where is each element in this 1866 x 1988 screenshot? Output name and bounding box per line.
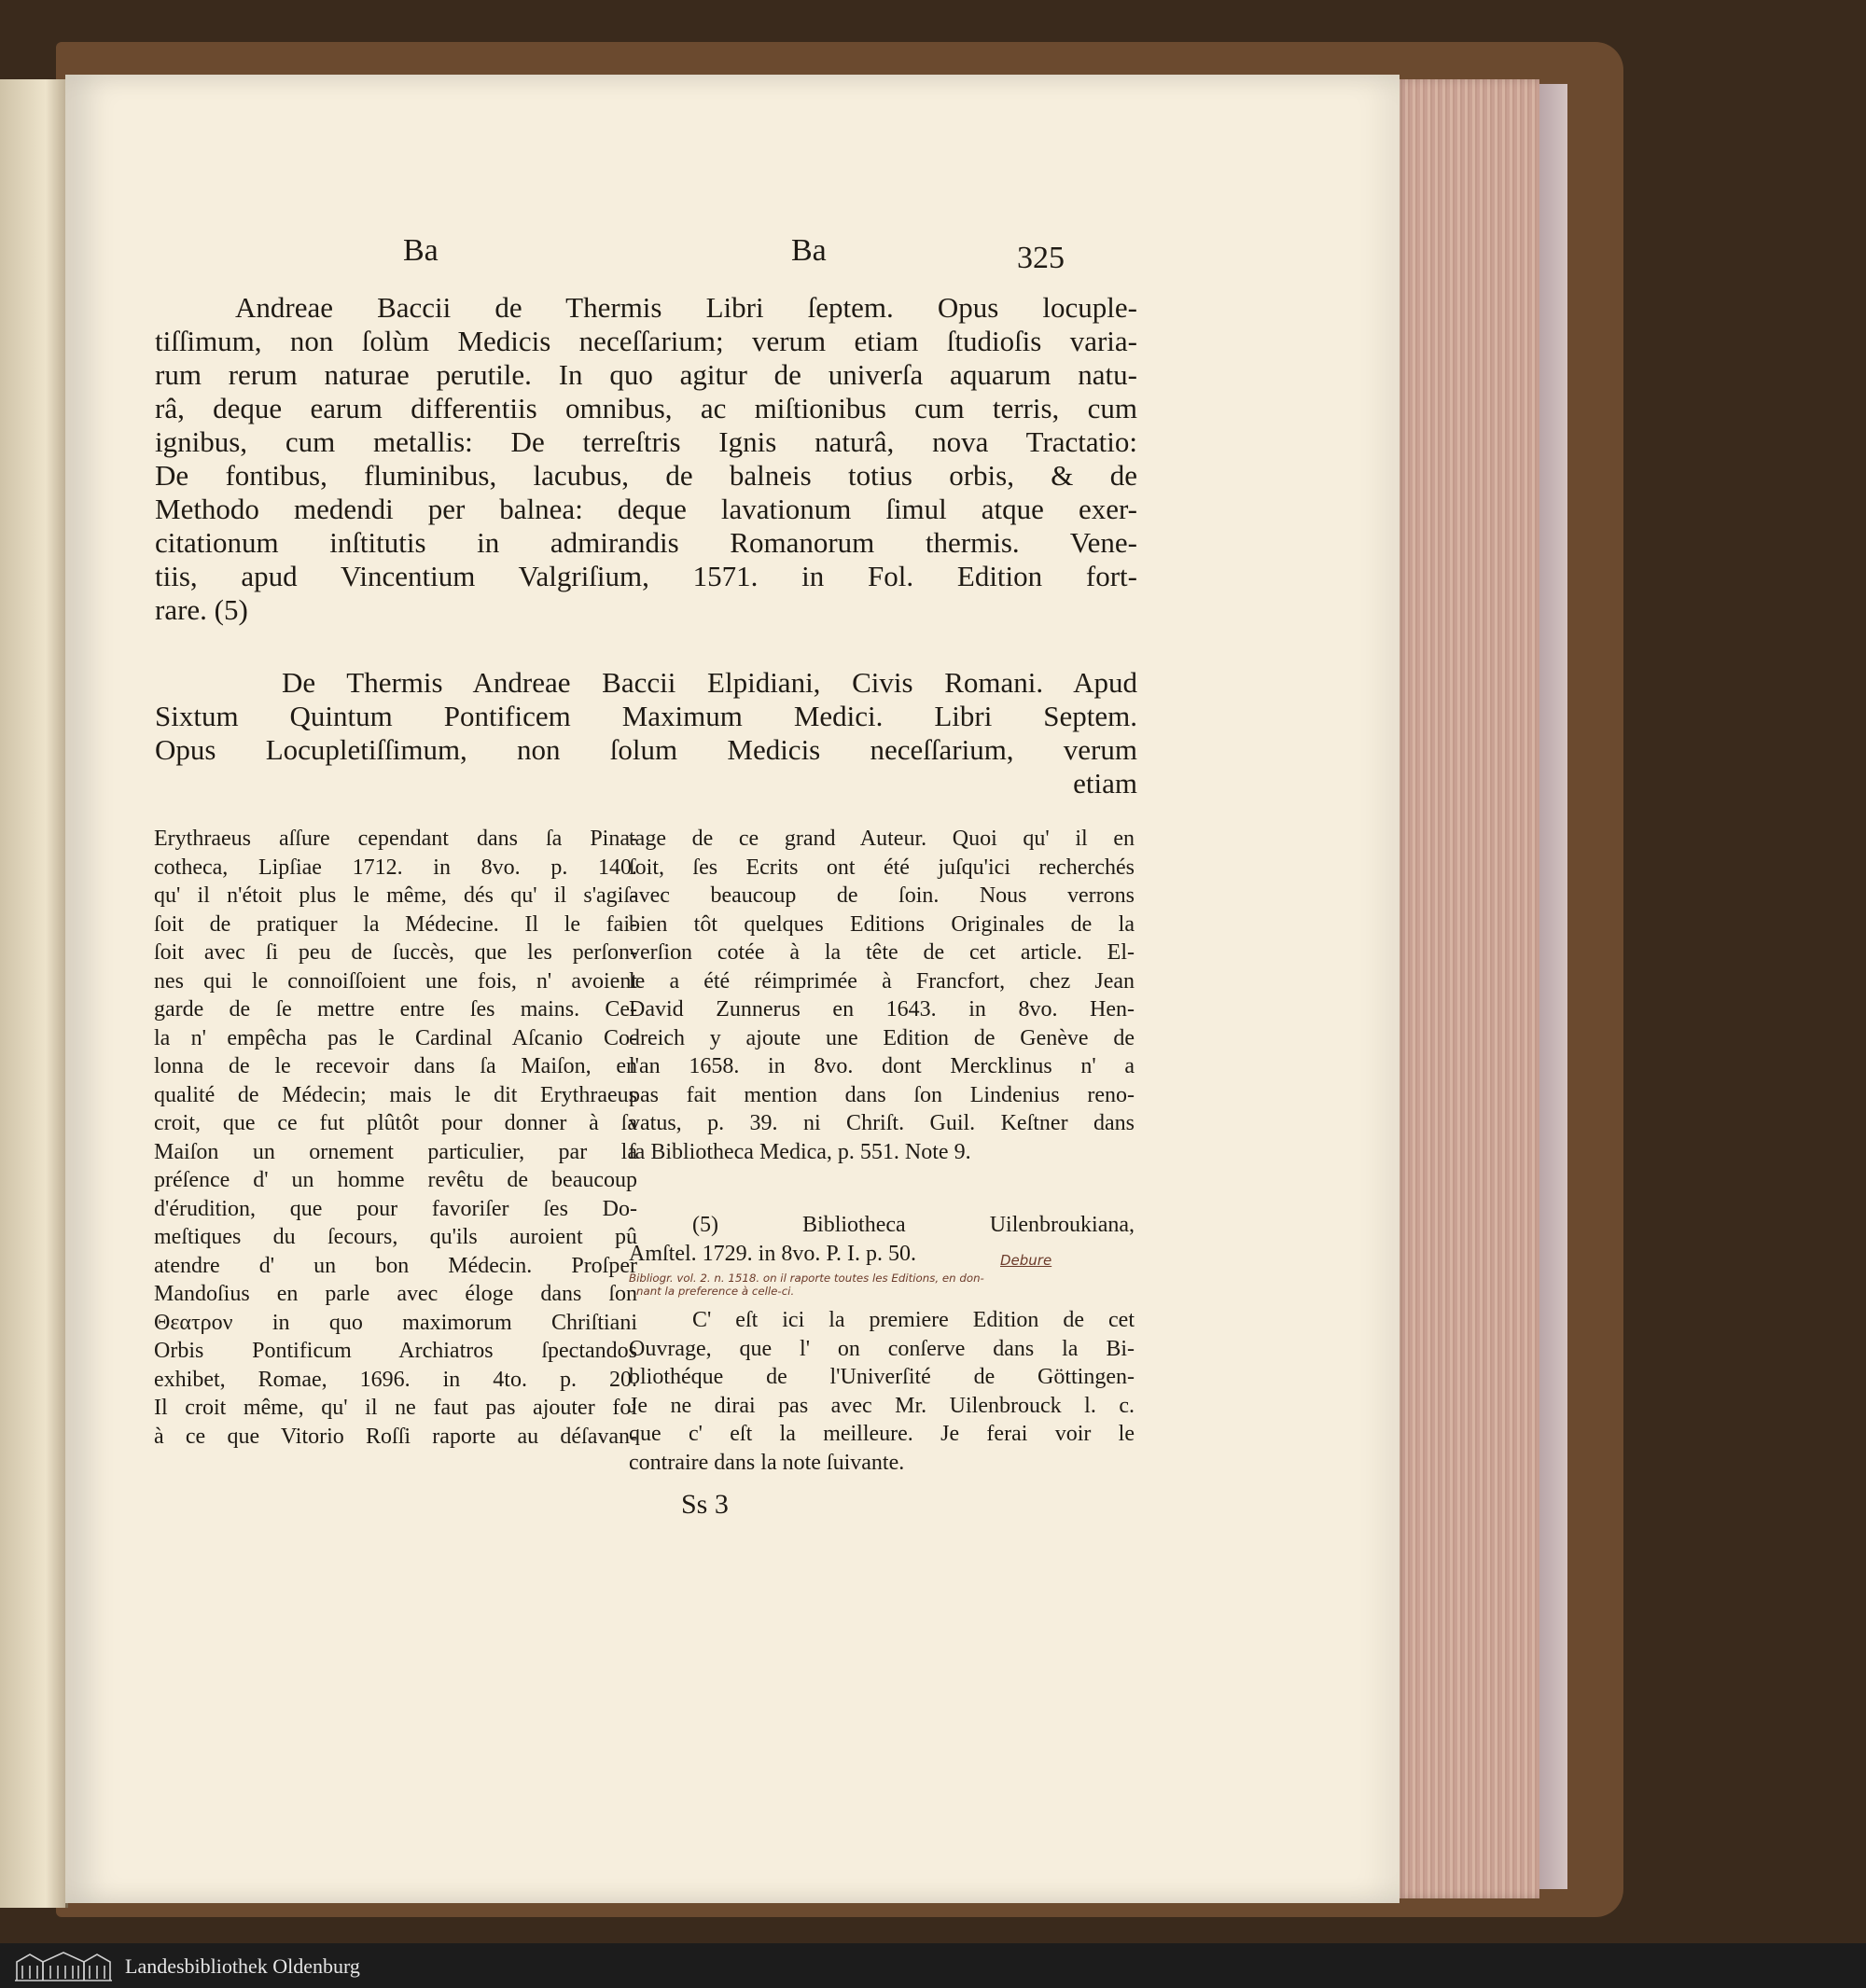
right-column-line: le a été réimprimée à Francfort, chez Jean <box>629 968 1135 994</box>
entry-1-line: râ, deque earum differentiis omnibus, ac miſtionibus cum terris, cum <box>155 392 1137 424</box>
left-column-line: nes qui le connoiſſoient une fois, n' avoient <box>154 968 637 994</box>
left-column-line: garde de ſe mettre entre ſes mains. Ce- <box>154 997 637 1022</box>
left-column-line: lonna de le recevoir dans ſa Maiſon, en <box>154 1054 637 1078</box>
right-column-2-line: bliothéque de l'Univerſité de Göttingen- <box>629 1365 1135 1389</box>
left-column-line: Il croit même, qu' il ne faut pas ajouter foi <box>154 1396 637 1420</box>
left-column <box>154 825 637 1451</box>
entry-1-line: De fontibus, fluminibus, lacubus, de balneis totius orbis, & de <box>155 459 1137 492</box>
left-column-line: la n' empêcha pas le Cardinal Aſcanio Co- <box>154 1025 637 1050</box>
footer-library-name: Landesbibliothek Oldenburg <box>125 1954 360 1978</box>
entry-1-line: tiis, apud Vincentium Valgriſium, 1571. in Fol. Edition fort- <box>155 560 1137 592</box>
entry-2-line: Opus Locupletiſſimum, non ſolum Medicis neceſſarium, verum <box>155 733 1137 766</box>
left-column-line: Maiſon un ornement particulier, par la <box>154 1139 637 1164</box>
left-column-line: d'érudition, que pour favoriſer ſes Do- <box>154 1196 637 1221</box>
entry-1-line: rum rerum naturae perutile. In quo agitur de univerſa aquarum natu- <box>155 358 1137 391</box>
entry-2 <box>155 666 1137 800</box>
left-column-line: ſoit de pratiquer la Médecine. Il le fai- <box>154 911 637 937</box>
entry-2-line: Sixtum Quintum Pontificem Maximum Medici. Libri Septem. <box>155 700 1137 732</box>
entry-1-line: rare. (5) <box>155 593 248 626</box>
right-column-line: l'an 1658. in 8vo. dont Mercklinus n' a <box>629 1054 1135 1078</box>
left-column-line: ſoit avec ſi peu de ſuccès, que les perſon- <box>154 940 637 965</box>
right-column-line: ſa Bibliotheca Medica, p. 551. Note 9. <box>629 1139 971 1164</box>
left-column-line: Θεατρον in quo maximorum Chriſtiani <box>154 1310 637 1335</box>
library-logo-icon <box>13 1949 114 1982</box>
right-column-2-line: Je ne dirai pas avec Mr. Uilenbrouck l. c. <box>629 1393 1135 1418</box>
right-column-line: vatus, p. 39. ni Chriſt. Guil. Keſtner dans <box>629 1111 1135 1135</box>
left-column-line: cotheca, Lipſiae 1712. in 8vo. p. 140. <box>154 855 637 880</box>
entry-1-line: Andreae Baccii de Thermis Libri ſeptem. Opus locuple- <box>235 291 1137 324</box>
left-column-line: Mandoſius en parle avec éloge dans ſon <box>154 1282 637 1306</box>
right-column-line: dreich y ajoute une Edition de Genève de <box>629 1025 1135 1050</box>
right-column-2-line: que c' eſt la meilleure. Je ferai voir le <box>629 1422 1135 1446</box>
handwritten-note-word: Debure <box>1000 1252 1052 1269</box>
handwritten-note-line: Bibliogr. vol. 2. n. 1518. on il raporte toutes les Editions, en don- <box>629 1272 984 1285</box>
right-column-2-line: contraire dans la note ſuivante. <box>629 1450 905 1475</box>
right-column <box>629 825 1135 1166</box>
left-column-line: qu' il n'étoit plus le même, dés qu' il s'agiſ- <box>154 883 637 908</box>
left-column-line: Erythraeus aſſure cependant dans ſa Pina- <box>154 827 637 851</box>
left-column-line: préſence d' un homme revêtu de beaucoup <box>154 1168 637 1192</box>
right-column-2 <box>629 1306 1135 1477</box>
entry-2-line: etiam <box>1073 767 1137 799</box>
left-column-line: à ce que Vitorio Roſſi raporte au déſavan- <box>154 1424 637 1449</box>
right-column-2-line: C' eſt ici la premiere Edition de cet <box>692 1308 1135 1332</box>
left-column-line: croit, que ce fut plûtôt pour donner à ſa <box>154 1111 637 1135</box>
right-column-line: avec beaucoup de ſoin. Nous verrons <box>629 883 1135 908</box>
left-column-line: exhibet, Romae, 1696. in 4to. p. 20. <box>154 1367 637 1392</box>
left-column-line: meſtiques du ſecours, qu'ils auroient pû <box>154 1225 637 1249</box>
left-column-line: atendre d' un bon Médecin. Proſper <box>154 1253 637 1278</box>
fore-edge-inner <box>1539 84 1567 1889</box>
entry-1-line: tiſſimum, non ſolùm Medicis neceſſarium; verum etiam ſtudioſis varia- <box>155 325 1137 357</box>
footnote-line: Amſtel. 1729. in 8vo. P. I. p. 50. <box>629 1241 917 1266</box>
entry-2-line: De Thermis Andreae Baccii Elpidiani, Civis Romani. Apud <box>282 666 1137 699</box>
right-column-line: bien tôt quelques Editions Originales de la <box>629 911 1135 937</box>
left-column-line: qualité de Médecin; mais le dit Erythraeus <box>154 1082 637 1107</box>
signature-mark: Ss 3 <box>681 1489 729 1520</box>
right-column-line: verſion cotée à la tête de cet article. El- <box>629 940 1135 965</box>
right-column-line: tage de ce grand Auteur. Quoi qu' il en <box>629 827 1135 851</box>
left-column-line: Orbis Pontificum Archiatros ſpectandos <box>154 1339 637 1363</box>
handwritten-note-line: nant la preference à celle-ci. <box>636 1285 795 1298</box>
right-column-2-line: Ouvrage, que l' on conſerve dans la Bi- <box>629 1336 1135 1361</box>
running-head-left: Ba <box>403 233 439 268</box>
entry-1-line: ignibus, cum metallis: De terreſtris Ignis naturâ, nova Tractatio: <box>155 425 1137 458</box>
right-column-line: pas fait mention dans ſon Lindenius reno- <box>629 1082 1135 1107</box>
footnote <box>629 1211 1135 1268</box>
page-number: 325 <box>1017 241 1065 275</box>
book-page <box>65 75 1400 1903</box>
entry-1-line: citationum inſtitutis in admirandis Romanorum thermis. Vene- <box>155 526 1137 559</box>
entry-1 <box>155 291 1137 627</box>
running-head-center: Ba <box>791 233 827 268</box>
footnote-line: (5) Bibliotheca Uilenbroukiana, <box>692 1213 1135 1237</box>
fore-edge <box>1395 79 1539 1898</box>
left-page-edge <box>0 79 68 1908</box>
right-column-line: ſoit, ſes Ecrits ont été juſqu'ici recherchés <box>629 855 1135 880</box>
right-column-line: David Zunnerus en 1643. in 8vo. Hen- <box>629 997 1135 1022</box>
entry-1-line: Methodo medendi per balnea: deque lavationum ſimul atque exer- <box>155 493 1137 525</box>
